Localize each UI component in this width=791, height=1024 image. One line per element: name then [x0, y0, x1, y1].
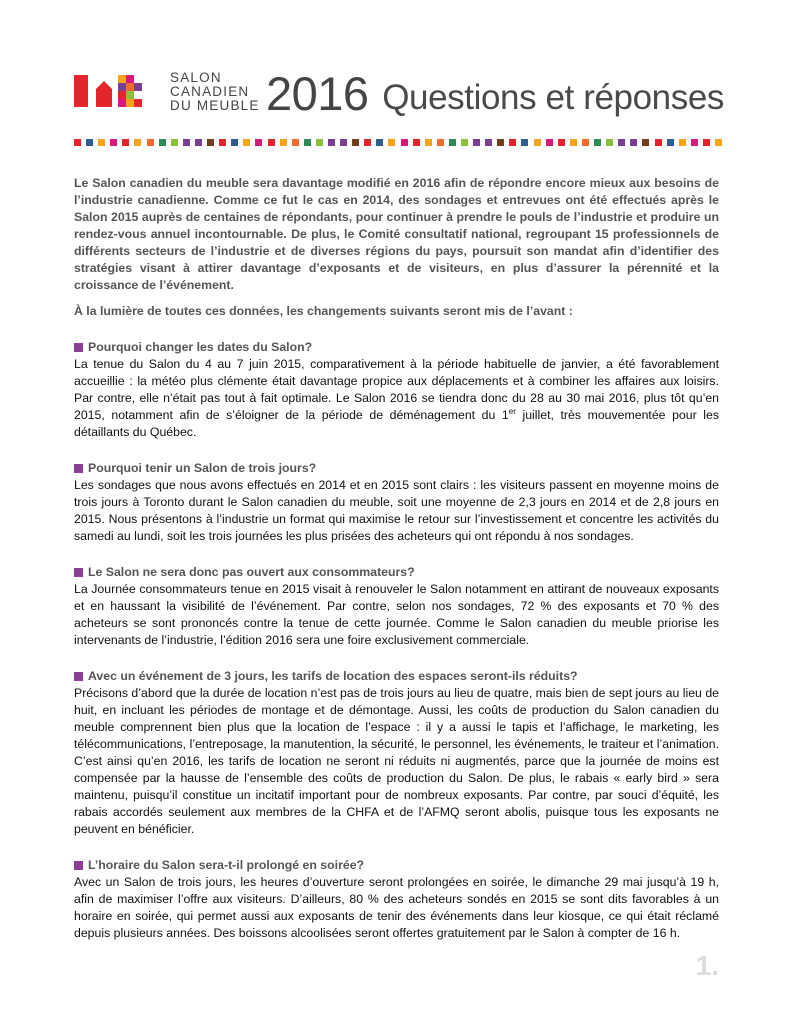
strip-square — [207, 139, 214, 146]
superscript: er — [508, 406, 516, 416]
strip-square — [461, 139, 468, 146]
bullet-square-icon — [74, 343, 83, 352]
strip-square — [376, 139, 383, 146]
strip-square — [449, 139, 456, 146]
strip-square — [134, 139, 141, 146]
question-heading — [74, 339, 719, 356]
strip-square — [171, 139, 178, 146]
strip-square — [570, 139, 577, 146]
strip-square — [183, 139, 190, 146]
question-heading — [74, 668, 719, 685]
strip-square — [401, 139, 408, 146]
strip-square — [703, 139, 710, 146]
question-heading — [74, 857, 719, 874]
strip-square — [497, 139, 504, 146]
strip-square — [86, 139, 93, 146]
logo-line-1: SALON — [170, 70, 222, 85]
strip-square — [521, 139, 528, 146]
page-title: Questions et réponses — [382, 78, 724, 117]
strip-square — [558, 139, 565, 146]
question-text: Le Salon ne sera donc pas ouvert aux consommateurs? — [88, 565, 415, 579]
strip-square — [292, 139, 299, 146]
strip-square — [715, 139, 722, 146]
answer-paragraph: Précisons d’abord que la durée de location n’est pas de trois jours au lieu de quatre, mais bien de sept jours au lieu de huit, en incluant les périodes de montage et de démontage. Aussi, les coûts de production du Salon canadien du meuble comprennent bien plus que la location de l’espace : il y a aussi le tapis et l’affichage, le marketing, les télécommunications, l’entreposage, la manutention, la sécurité, le personnel, les événements, le traiteur et l’animation. C’est ainsi qu’en 2016, les tarifs de location ne seront ni réduits ni augmentés, parce que la journée de moins est compensée par la hausse de l’ensemble des coûts de production du Salon. De plus, le rabais « early bird » sera maintenu, puisqu’il constitue un incitatif important pour de nombreux exposants. Par contre, par souci d’équité, les rabais accordés seulement aux membres de la CHFA et de l’AFMQ seront abolis, puisque tous les exposants ne peuvent en bénéficier. — [74, 686, 719, 836]
answer-text: La tenue du Salon du 4 au 7 juin 2015, comparativement à la période habituelle de janvier, a été favorablement accueillie : la météo plus clémente était davantage propice aux déplacements et à combiner les affaires aux loisirs. Par contre, elle n’était pas tout à fait optimale. Le Salon 2016 se tiendra donc du 28 au 30 mai 2016, plus tôt qu’en 2015, notamment afin de s’éloigner de la période de déménagement du 1 — [74, 357, 719, 422]
strip-square — [340, 139, 347, 146]
strip-square — [546, 139, 553, 146]
strip-square — [352, 139, 359, 146]
strip-square — [364, 139, 371, 146]
strip-square — [606, 139, 613, 146]
strip-square — [618, 139, 625, 146]
strip-square — [110, 139, 117, 146]
strip-square — [219, 139, 226, 146]
strip-square — [642, 139, 649, 146]
document-body — [74, 175, 719, 961]
strip-square — [328, 139, 335, 146]
strip-square — [268, 139, 275, 146]
strip-square — [74, 139, 81, 146]
strip-square — [147, 139, 154, 146]
strip-square — [255, 139, 262, 146]
strip-square — [655, 139, 662, 146]
strip-square — [243, 139, 250, 146]
strip-square — [316, 139, 323, 146]
strip-square — [630, 139, 637, 146]
strip-square — [594, 139, 601, 146]
bullet-square-icon — [74, 672, 83, 681]
strip-square — [473, 139, 480, 146]
strip-square — [98, 139, 105, 146]
intro-paragraph: Le Salon canadien du meuble sera davantage modifié en 2016 afin de répondre encore mieux aux besoins de l’industrie canadienne. Comme ce fut le cas en 2014, des sondages et entrevues ont été effectués après le Salon 2015 auprès de centaines de répondants, pour continuer à prendre le pouls de l’industrie et produire un rendez-vous annuel incontournable. De plus, le Comité consultatif national, regroupant 15 professionnels de différents secteurs de l’industrie et de diverses régions du pays, poursuit son mandat afin d’identifier des stratégies visant à attirer davantage d’exposants et de visiteurs, en plus d’assurer la pérennité et la croissance de l’événement. — [74, 176, 719, 292]
strip-square — [413, 139, 420, 146]
header-year: 2016 — [266, 67, 369, 120]
question-text: L’horaire du Salon sera-t-il prolongé en soirée? — [88, 858, 365, 872]
strip-square — [195, 139, 202, 146]
answer-paragraph: Les sondages que nous avons effectués en 2014 et en 2015 sont clairs : les visiteurs passent en moyenne moins de trois jours à Toronto durant le Salon canadien du meuble, soit une moyenne de 2,3 jours en 2014 et de 2,8 jours en 2015. Nous présentons à l’industrie un format qui maximise le retour sur l’investissement et concentre les activités du samedi au lundi, soit les trois journées les plus prisées des acheteurs qui ont répondu à nos sondages. — [74, 478, 719, 543]
page-header — [74, 66, 724, 126]
logo-wordmark — [170, 71, 260, 113]
question-text: Avec un événement de 3 jours, les tarifs de location des espaces seront-ils réduits? — [88, 669, 578, 683]
question-heading — [74, 564, 719, 581]
bullet-square-icon — [74, 568, 83, 577]
answer-paragraph: Avec un Salon de trois jours, les heures d’ouverture seront prolongées en soirée, le dimanche 29 mai jusqu’à 19 h, afin de maximiser l’offre aux visiteurs. D’ailleurs, 80 % des acheteurs sondés en 2015 se sont dits favorables à un horaire en soirée, qui permet aussi aux exposants de tenir des événements dans leur kiosque, ce qui était réclamé depuis plusieurs années. Des boissons alcoolisées seront offertes gratuitement par le Salon à compter de 16 h. — [74, 875, 719, 940]
bullet-square-icon — [74, 464, 83, 473]
strip-square — [388, 139, 395, 146]
strip-square — [231, 139, 238, 146]
intro-subline: À la lumière de toutes ces données, les changements suivants seront mis de l’avant : — [74, 304, 573, 318]
question-heading — [74, 460, 719, 477]
strip-square — [122, 139, 129, 146]
answer-text-end: juillet, très mouvementée pour les détaillants du Québec. — [74, 408, 719, 439]
answer-paragraph — [74, 356, 719, 441]
strip-square — [159, 139, 166, 146]
strip-square — [691, 139, 698, 146]
question-text: Pourquoi tenir un Salon de trois jours? — [88, 461, 317, 475]
strip-square — [582, 139, 589, 146]
strip-square — [534, 139, 541, 146]
strip-square — [667, 139, 674, 146]
strip-square — [437, 139, 444, 146]
strip-square — [509, 139, 516, 146]
answer-paragraph: La Journée consommateurs tenue en 2015 visait à renouveler le Salon notamment en attirant de nouveaux exposants et en haussant la visibilité de l’événement. Par contre, selon nos sondages, 72 % des exposants et 70 % des acheteurs se sont prononcés contre la tenue de cette journée. Comme le Salon canadien du meuble priorise les intervenants de l’industrie, l’édition 2016 sera une foire exclusivement commerciale. — [74, 582, 719, 647]
logo-line-3: DU MEUBLE — [170, 98, 260, 113]
strip-square — [679, 139, 686, 146]
salon-logo-icon — [74, 71, 154, 111]
strip-square — [280, 139, 287, 146]
logo-line-2: CANADIEN — [170, 84, 250, 99]
strip-square — [485, 139, 492, 146]
bullet-square-icon — [74, 861, 83, 870]
strip-square — [304, 139, 311, 146]
question-text: Pourquoi changer les dates du Salon? — [88, 340, 313, 354]
strip-square — [425, 139, 432, 146]
page-number: 1. — [695, 950, 719, 981]
decorative-square-strip — [74, 139, 722, 146]
